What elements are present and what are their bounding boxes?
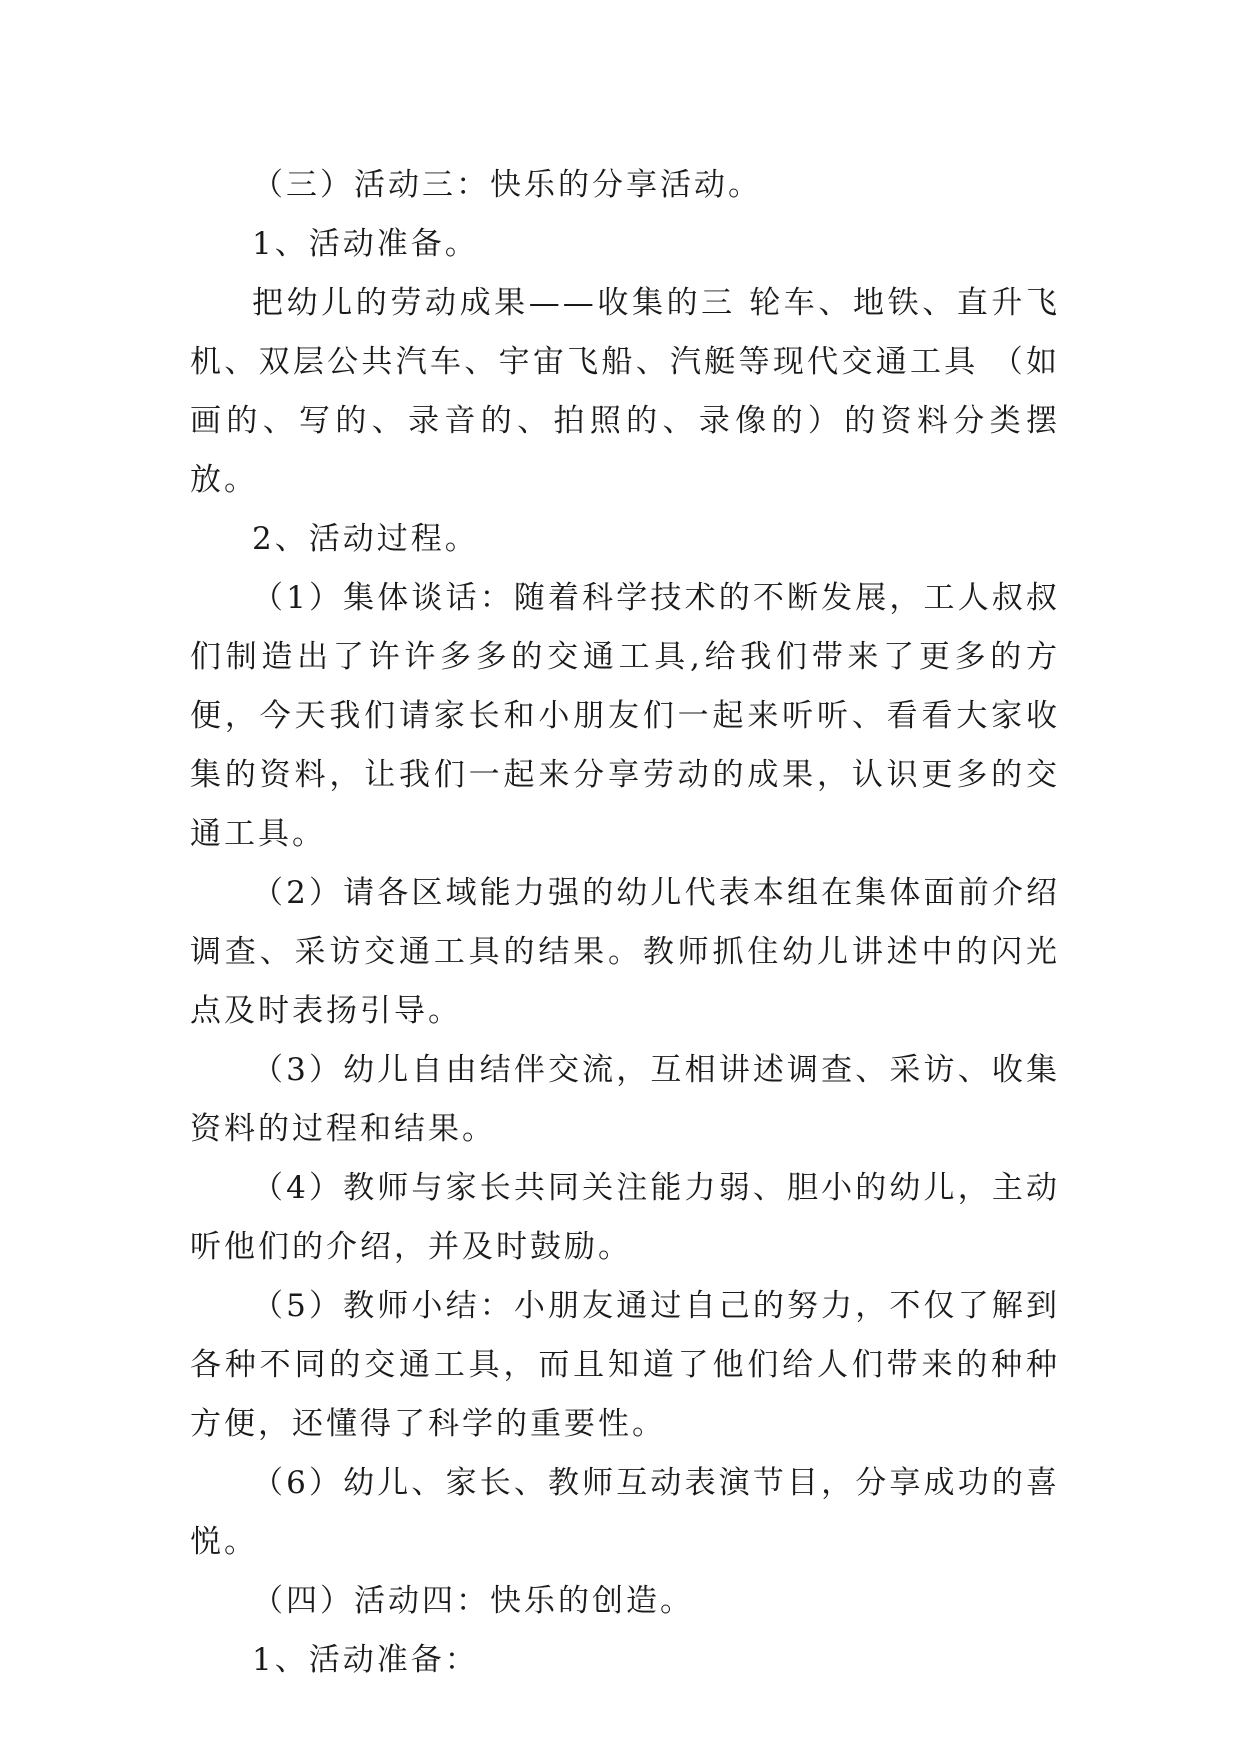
- paragraph-step-3: （3）幼儿自由结伴交流，互相讲述调查、采访、收集资料的过程和结果。: [190, 1052, 1060, 1147]
- section-heading-activity-four: （四）活动四：快乐的创造。: [252, 1583, 694, 1619]
- document-body: [190, 156, 1060, 1690]
- paragraph-step-6: （6）幼儿、家长、教师互动表演节目，分享成功的喜悦。: [190, 1465, 1060, 1560]
- subheading-preparation: 1、活动准备。: [252, 226, 479, 262]
- paragraph-step-4: （4）教师与家长共同关注能力弱、胆小的幼儿，主动听他们的介绍，并及时鼓励。: [190, 1170, 1060, 1265]
- paragraph-preparation: 把幼儿的劳动成果——收集的三 轮车、地铁、直升飞机、双层公共汽车、宇宙飞船、汽艇等现代交通工具 （如画的、写的、录音的、拍照的、录像的）的资料分类摆放。: [190, 285, 1060, 498]
- paragraph-step-2: （2）请各区域能力强的幼儿代表本组在集体面前介绍调查、采访交通工具的结果。教师抓住幼儿讲述中的闪光点及时表扬引导。: [190, 875, 1060, 1029]
- section-heading-activity-three: （三）活动三：快乐的分享活动。: [252, 167, 762, 203]
- paragraph-step-5: （5）教师小结：小朋友通过自己的努力，不仅了解到各种不同的交通工具，而且知道了他们给人们带来的种种方便，还懂得了科学的重要性。: [190, 1288, 1060, 1442]
- paragraph-step-1: （1）集体谈话：随着科学技术的不断发展，工人叔叔们制造出了许许多多的交通工具,给我们带来了更多的方便，今天我们请家长和小朋友们一起来听听、看看大家收集的资料，让我们一起来分享劳动的成果，认识更多的交通工具。: [190, 580, 1060, 852]
- subheading-preparation-four: 1、活动准备：: [252, 1642, 479, 1678]
- subheading-process: 2、活动过程。: [252, 521, 479, 557]
